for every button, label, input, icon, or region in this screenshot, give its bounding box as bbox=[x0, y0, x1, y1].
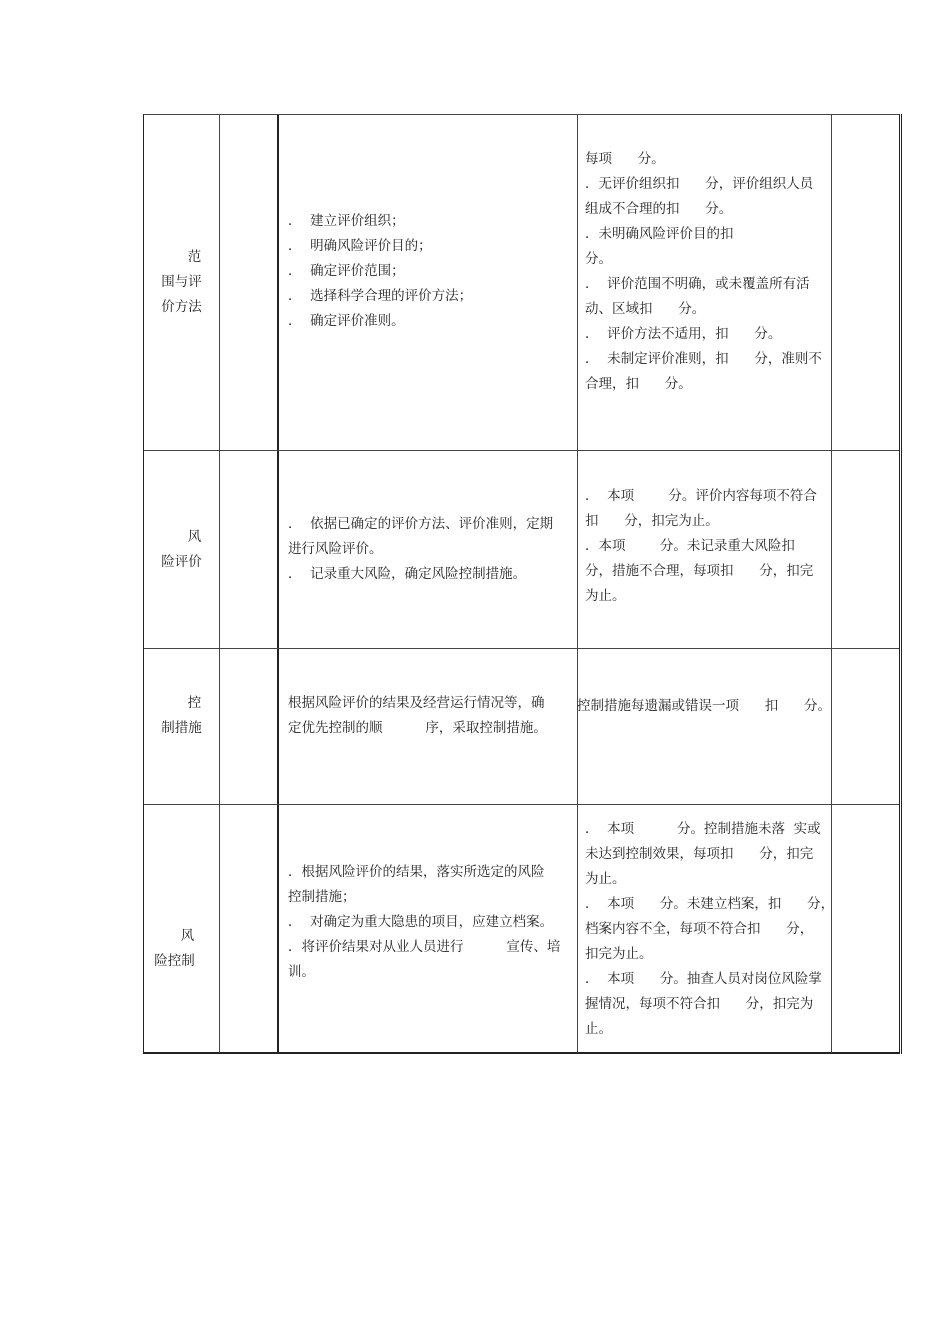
content-cell bbox=[279, 649, 577, 782]
content-line: 控制措施； bbox=[288, 888, 356, 905]
table-right-border bbox=[899, 114, 902, 1054]
item-name-cell bbox=[144, 451, 219, 648]
item-name-line: 险控制 bbox=[154, 953, 195, 969]
standard-line: ．未明确风险评价目的扣 bbox=[585, 225, 734, 242]
item-name bbox=[161, 525, 202, 575]
column-divider bbox=[219, 115, 220, 450]
table-row bbox=[144, 805, 900, 1053]
table-row bbox=[144, 649, 900, 805]
standard-line: ．无评价组织扣 分，评价组织人员 bbox=[585, 175, 814, 192]
item-name bbox=[161, 691, 202, 741]
standard-line: ． 本项 分。抽查人员对岗位风险掌 bbox=[585, 970, 822, 987]
standard-line: ． 本项 分。评价内容每项不符合 bbox=[585, 488, 817, 504]
standard-line: 扣完为止。 bbox=[585, 945, 653, 962]
column-divider bbox=[831, 451, 832, 648]
item-name-cell bbox=[144, 649, 219, 782]
standard-cell bbox=[577, 115, 831, 428]
standard-line: 每项 分。 bbox=[585, 150, 665, 167]
standard-line: 为止。 bbox=[585, 588, 626, 604]
standard-line: 为止。 bbox=[585, 870, 626, 887]
standard-line: 组成不合理的扣 分。 bbox=[585, 200, 733, 217]
standard-line: 分。 bbox=[585, 250, 612, 267]
item-name-line: 风 bbox=[180, 928, 195, 944]
column-divider bbox=[219, 451, 220, 648]
standard-line: 止。 bbox=[585, 1020, 612, 1037]
standard-line: 扣 分，扣完为止。 bbox=[585, 513, 719, 529]
item-name bbox=[154, 924, 195, 974]
item-name-line: 价方法 bbox=[161, 299, 202, 315]
content-line: ． 对确定为重大隐患的项目，应建立档案。 bbox=[288, 913, 554, 930]
standard-line: ．本项 分。未记录重大风险扣 bbox=[585, 538, 795, 554]
item-name-line: 险评价 bbox=[161, 553, 202, 570]
content-line: ． 确定评价范围； bbox=[288, 263, 405, 279]
content-line: ．将评价结果对从业人员进行 宣传、培 bbox=[288, 938, 561, 955]
standard-line: ． 本项 分。控制措施未落 实或 bbox=[585, 820, 821, 837]
table-row bbox=[144, 115, 900, 451]
standard-cell bbox=[577, 649, 831, 764]
standard-line: ． 评价方法不适用，扣 分。 bbox=[585, 325, 782, 342]
table-row bbox=[144, 451, 900, 649]
content-line: ． 确定评价准则。 bbox=[288, 313, 405, 329]
column-divider bbox=[831, 115, 832, 450]
content-line: 训。 bbox=[288, 963, 315, 980]
item-name-line: 控 bbox=[187, 694, 202, 711]
item-name-line: 范 bbox=[187, 249, 202, 265]
item-name-line: 制措施 bbox=[161, 719, 202, 736]
content-cell bbox=[279, 451, 577, 648]
standard-line: ． 未制定评价准则，扣 分，准则不 bbox=[585, 350, 822, 367]
standard-line: 分，措施不合理，每项扣 分，扣完 bbox=[585, 563, 814, 579]
content-line: ． 建立评价组织； bbox=[288, 213, 405, 229]
content-line: ．根据风险评价的结果，落实所选定的风险 bbox=[288, 863, 545, 880]
standard-line: 档案内容不全，每项不符合扣 分， bbox=[585, 920, 814, 937]
content-line: 根据风险评价的结果及经营运行情况等，确 bbox=[288, 694, 545, 711]
content-line: ． 记录重大风险，确定风险控制措施。 bbox=[288, 566, 527, 582]
standard-cell bbox=[577, 805, 835, 1053]
item-name-cell bbox=[144, 845, 219, 1053]
column-divider bbox=[219, 649, 220, 804]
standard-line: 未达到控制效果，每项扣 分，扣完 bbox=[585, 845, 814, 862]
item-name-line: 围与评 bbox=[161, 274, 202, 290]
standard-line: 合理，扣 分。 bbox=[585, 375, 692, 392]
content-cell bbox=[279, 805, 577, 1039]
item-name-line: 风 bbox=[187, 528, 202, 545]
content-cell bbox=[279, 115, 577, 428]
standard-line: 控制措施每遗漏或错误一项 扣 分。 bbox=[577, 698, 831, 714]
item-name-cell bbox=[144, 115, 219, 450]
content-line: ． 依据已确定的评价方法、评价准则，定期 bbox=[288, 516, 554, 532]
content-line: ． 明确风险评价目的； bbox=[288, 238, 432, 254]
content-line: 定优先控制的顺 序，采取控制措施。 bbox=[288, 719, 547, 736]
column-divider bbox=[831, 649, 832, 804]
standard-line: ． 评价范围不明确，或未覆盖所有活 bbox=[585, 275, 810, 292]
item-name bbox=[161, 245, 202, 320]
standard-cell bbox=[577, 451, 831, 642]
content-line: 进行风险评价。 bbox=[288, 541, 383, 557]
standard-line: ． 本项 分。未建立档案，扣 分， bbox=[585, 895, 835, 912]
content-line: ． 选择科学合理的评价方法； bbox=[288, 288, 473, 304]
column-divider bbox=[219, 805, 220, 1053]
standard-line: 动、区域扣 分。 bbox=[585, 300, 706, 317]
standard-line: 握情况，每项不符合扣 分，扣完为 bbox=[585, 995, 814, 1012]
evaluation-table bbox=[143, 114, 900, 1054]
